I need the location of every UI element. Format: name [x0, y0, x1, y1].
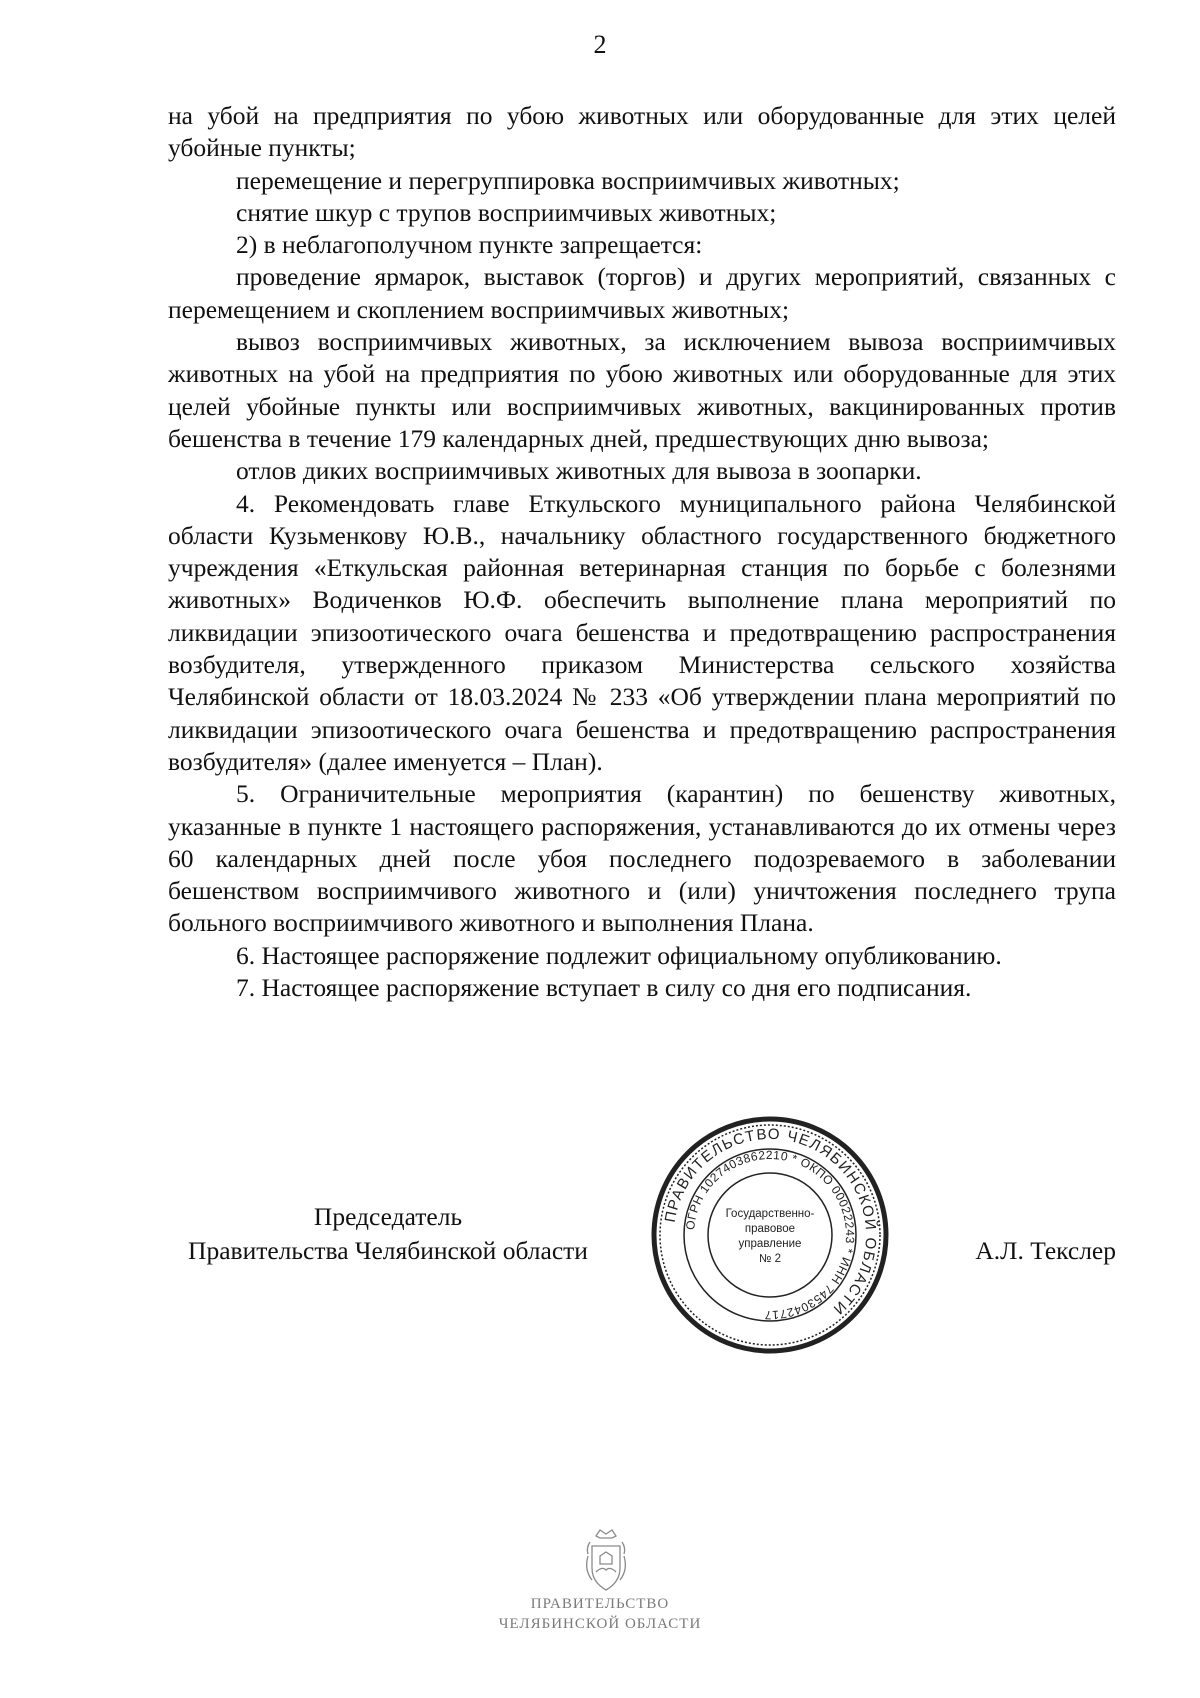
paragraph: 4. Рекомендовать главе Еткульского муниципального района Челябинской области Кузьменкову Ю.В., начальнику областного государственного бюджетного учреждения «Еткульская районная ветеринарная станция по борьбе с болезнями животных» Водиченков Ю.Ф. обеспечить выполнение плана мероприятий по ликвидации эпизоотического очага бешенства и предотвращению распространения возбудителя, утвержденного приказом Министерства сельского хозяйства Челябинской области от 18.03.2024 № 233 «Об утверждении плана мероприятий по ликвидации эпизоотического очага бешенства и предотвращению распространения возбудителя» (далее именуется – План). [168, 488, 1116, 776]
seal-center-line4: № 2 [759, 1253, 781, 1265]
document-body [168, 100, 1116, 1004]
paragraph: вывоз восприимчивых животных, за исключением вывоза восприимчивых животных на убой на предприятия по убою животных или оборудованные для этих целей убойные пункты или восприимчивых животных, вакцинированных против бешенства в течение 179 календарных дней, предшествующих дню вывоза; [168, 327, 1116, 453]
seal-center-line2: правовое [744, 1223, 796, 1235]
seal-center-line3: управление [738, 1238, 802, 1250]
paragraph: 6. Настоящее распоряжение подлежит официальному опубликованию. [236, 940, 1002, 970]
signatory-title-line2: Правительства Челябинской области [188, 1236, 588, 1265]
paragraph: отлов диких восприимчивых животных для вывоза в зоопарки. [236, 456, 922, 486]
paragraph: на убой на предприятия по убою животных или оборудованные для этих целей убойные пункты; [168, 101, 1116, 163]
paragraph: 7. Настоящее распоряжение вступает в силу со дня его подписания. [236, 973, 972, 1003]
footer-line1: ПРАВИТЕЛЬСТВО [530, 1596, 670, 1612]
footer-line2: ЧЕЛЯБИНСКОЙ ОБЛАСТИ [498, 1616, 702, 1632]
signatory-title [168, 1200, 608, 1268]
signatory-name: А.Л. Текслер [975, 1236, 1116, 1265]
paragraph: проведение ярмарок, выставок (торгов) и других мероприятий, связанных с перемещением и скоплением восприимчивых животных; [168, 262, 1116, 324]
seal-center-line1: Государственно- [725, 1208, 815, 1220]
coat-of-arms-icon [578, 1526, 634, 1596]
seal-outer-text: ПРАВИТЕЛЬСТВО ЧЕЛЯБИНСКОЙ ОБЛАСТИ [661, 1125, 880, 1319]
seal-inner-text: ОГРН 1027403862210 * ОКПО 00022243 * ИНН 7453042717 [683, 1147, 858, 1323]
official-seal [650, 1115, 890, 1355]
signatory-title-line1: Председатель [313, 1202, 463, 1231]
signature-block [0, 1115, 1200, 1355]
paragraph: снятие шкур с трупов восприимчивых животных; [236, 197, 777, 227]
paragraph: перемещение и перегруппировка восприимчивых животных; [236, 165, 900, 195]
paragraph: 5. Ограничительные мероприятия (карантин) по бешенству животных, указанные в пункте 1 настоящего распоряжения, устанавливаются до их отмены через 60 календарных дней после убоя последнего подозреваемого в заболевании бешенством восприимчивого животного и (или) уничтожения последнего трупа больного восприимчивого животного и выполнения Плана. [168, 779, 1116, 938]
page-number: 2 [593, 30, 607, 59]
paragraph: 2) в неблагополучном пункте запрещается: [236, 230, 703, 260]
